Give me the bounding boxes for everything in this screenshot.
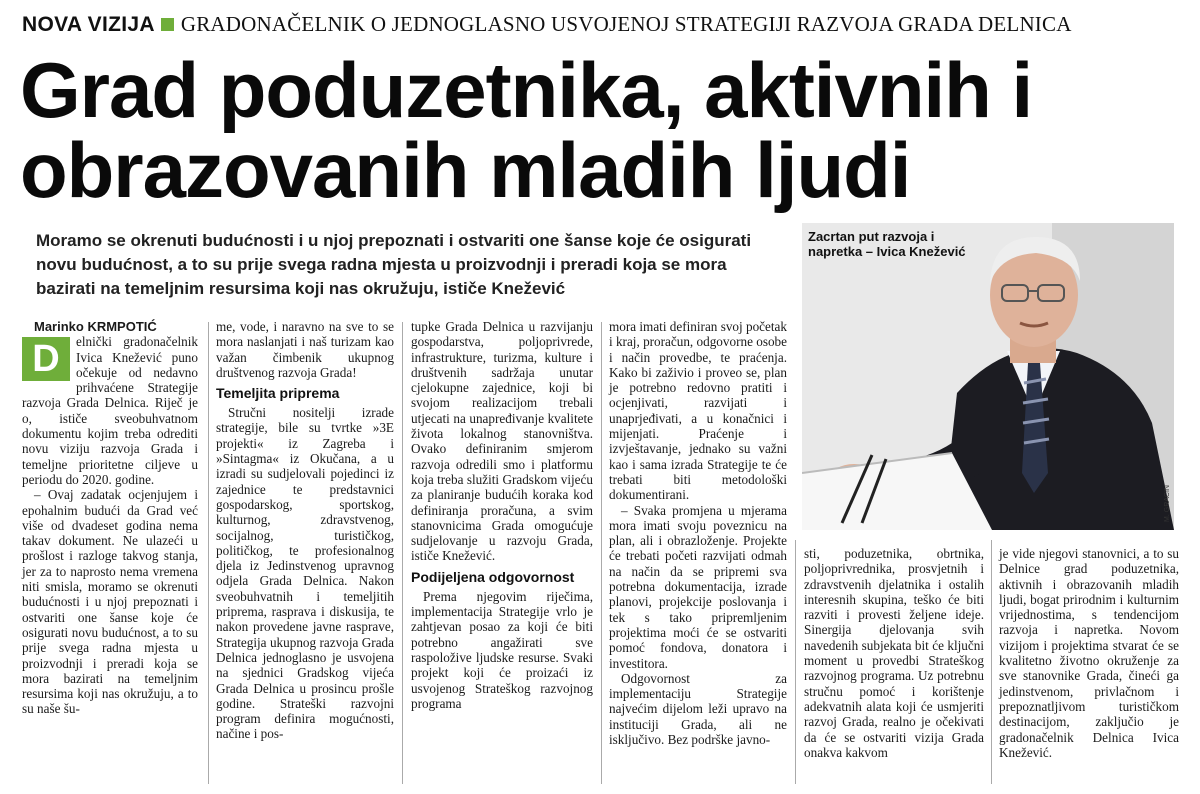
body-paragraph: tupke Grada Delnica u razvijanju gospodarstva, poljoprivrede, infrastrukture, turizma, kulture i društvenih sadržaja unutar cjelokupne zajednice, koji bi svojom realizacijom trebali utjecati na unapređivanje kvalitete života lokalnog stanovništva. Ovako definiranim smjerom razvoja odredili smo i platformu koja treba služiti Gradskom vijeću za planiranje budućih koraka kod definiranja proračuna, a svim stanovnicima Grada omogućuje sudjelovanje u razvoju Grada, ističe Knežević.: [411, 319, 593, 564]
byline: Marinko KRMPOTIĆ: [34, 319, 157, 334]
body-paragraph: Prema njegovim riječima, implementacija Strategije vrlo je zahtjevan posao za koji će biti potrebno angažirati sve raspoložive ljudske resurse. Svaki projekt koji će proizaći iz usvojenog Strateškog razvojnog programa: [411, 588, 593, 711]
body-paragraph: – Svaka promjena u mjerama mora imati svoju poveznicu na plan, ali i obrazloženje. Projekte će trebati početi razvijati odmah na način da se pripremi sva potrebna dokumentacija, izrade planovi, projekcije poslovanja i tek s tako pripremljenim projektima moći će se ostvariti pomoć fondova, donatora i investitora.: [609, 502, 787, 671]
section-square-icon: [161, 18, 174, 31]
column-rule: [402, 322, 403, 784]
lead-paragraph: Moramo se okrenuti budućnosti i u njoj prepoznati i ostvariti one šanse koje će osigurati novu budućnost, a to su prije svega radna mjesta u proizvodnji i preradi koja se mora bazirati na temeljnim resursima koji nas okružuju, ističe Knežević: [36, 231, 752, 298]
body-paragraph: sti, poduzetnika, obrtnika, poljoprivrednika, prosvjetnih i zdravstvenih djelatnika i ostalih interesnih skupina, teško će biti razviti i provesti željene ideje. Sinergija djelovanja svih navedenih subjekata bit će ključni moment u provedbi Strateškog razvojnog programa. Uz potrebnu stručnu pomoć i korištenje adekvatnih alata koji će usmjeriti razvoj Grada, realno je očekivati da će se ostvariti vizija Grada onakva kakvom: [804, 546, 984, 760]
column-6: [999, 546, 1179, 760]
kicker-subtitle: GRADONAČELNIK O JEDNOGLASNO USVOJENOJ STRATEGIJI RAZVOJA GRADA DELNICA: [180, 12, 1072, 36]
section-label: NOVA VIZIJA: [22, 13, 155, 36]
body-paragraph: D elnički gradonačelnik Ivica Knežević puno očekuje od nedavno prihvaćene Strategije razvoja Grada Delnica. Riječ je o, ističe sveobuhvatnom dokumentu kojim treba odrediti novu viziju razvoja Grada i temeljne prioritetne ciljeve u periodu do 2020. godine.: [22, 334, 198, 487]
column-rule: [208, 322, 209, 784]
portrait-illustration: [802, 223, 1174, 530]
body-paragraph: je vide njegovi stanovnici, a to su Delnice grad poduzetnika, aktivnih i obrazovanih mladih ljudi, bogat prirodnim i kulturnim vrijednostima, s tendencijom razvoja i napretka. Novom vizijom i projektima stvarat će se kvalitetno životno okruženje za sve stanovnike Grada, čineći ga jedinstvenom, privlačnom i prepoznatljivom turističkom destinacijom, zaključio je gradonačelnik Delnica Ivica Knežević.: [999, 546, 1179, 760]
body-paragraph: – Ovaj zadatak ocjenjujem i epohalnim budući da Grad već više od dvadeset godina nema takav dokument. Ne ulazeći u prošlost i razloge takvog stanja, jer za to naprosto nema vremena niti smisla, moramo se okrenuti budućnosti i u njoj prepoznati i ostvariti one šanse koje će osigurati novu budućnost, a to su prije svega radna mjesta u proizvodnji i preradi koja se mora bazirati na temeljnim resursima koji nas okružuju, a to su naše šu-: [22, 487, 198, 717]
column-rule: [991, 540, 992, 784]
body-paragraph: Odgovornost za implementaciju Strategije najvećim dijelom leži upravo na instituciji Grada, ali ne isključivo. Bez podrške javno-: [609, 670, 787, 748]
photo: [802, 223, 1174, 530]
photo-caption: Zacrtan put razvoja i napretka – Ivica Knežević: [808, 229, 966, 259]
column-rule: [601, 322, 602, 784]
drop-cap: D: [22, 337, 70, 381]
column-1: [22, 319, 198, 717]
column-2: [216, 319, 394, 742]
column-3: [411, 319, 593, 711]
kicker: [22, 12, 1072, 37]
column-4: [609, 319, 787, 747]
photo-credit: M. GRACIN: [1164, 485, 1171, 522]
body-paragraph: mora imati definiran svoj početak i kraj, proračun, odgovorne osobe i način provedbe, te praćenja. Kako bi zaživio i proveo se, plan je potrebno redovno pratiti i ocjenjivati, razvijati i unaprjeđivati, a u konačnici i mijenjati. Praćenje i izvještavanje, jednako su važni kao i sama izrada Strategije te će trebati biti metodološki dokumentirani.: [609, 319, 787, 503]
column-5: [804, 546, 984, 760]
body-paragraph: Stručni nositelji izrade strategije, bile su tvrtke »3E projekti« iz Zagreba i »Sintagma« iz Okučana, a u izradi su sudjelovali pojedinci iz zajednice te predstavnici gospodarskog, sportskog, kulturnog, zdravstvenog, socijalnog, turističkog, političkog, te profesionalnog djela iz Jedinstvenog upravnog odjela Grada Delnica. Nakon sveobuhvatnih i temeljitih priprema, rasprava i diskusija, te nakon provedene javne rasprave, Strategija ukupnog razvoja Grada Delnica jednoglasno je usvojena na sjednici Gradskog vijeća Grada Delnica u prosincu prošle godine. Strateški razvojni program definira mogućnosti, načine i pos-: [216, 405, 394, 742]
body-paragraph: me, vode, i naravno na sve to se mora naslanjati i naš turizam kao važan čimbenik ukupnog društvenog razvoja Grada!: [216, 319, 394, 380]
subheading: Temeljita priprema: [216, 385, 340, 402]
subheading: Podijeljena odgovornost: [411, 568, 575, 585]
column-rule: [795, 540, 796, 784]
headline: Grad poduzetnika, aktivnih i obrazovanih mladih ljudi: [20, 46, 1033, 214]
